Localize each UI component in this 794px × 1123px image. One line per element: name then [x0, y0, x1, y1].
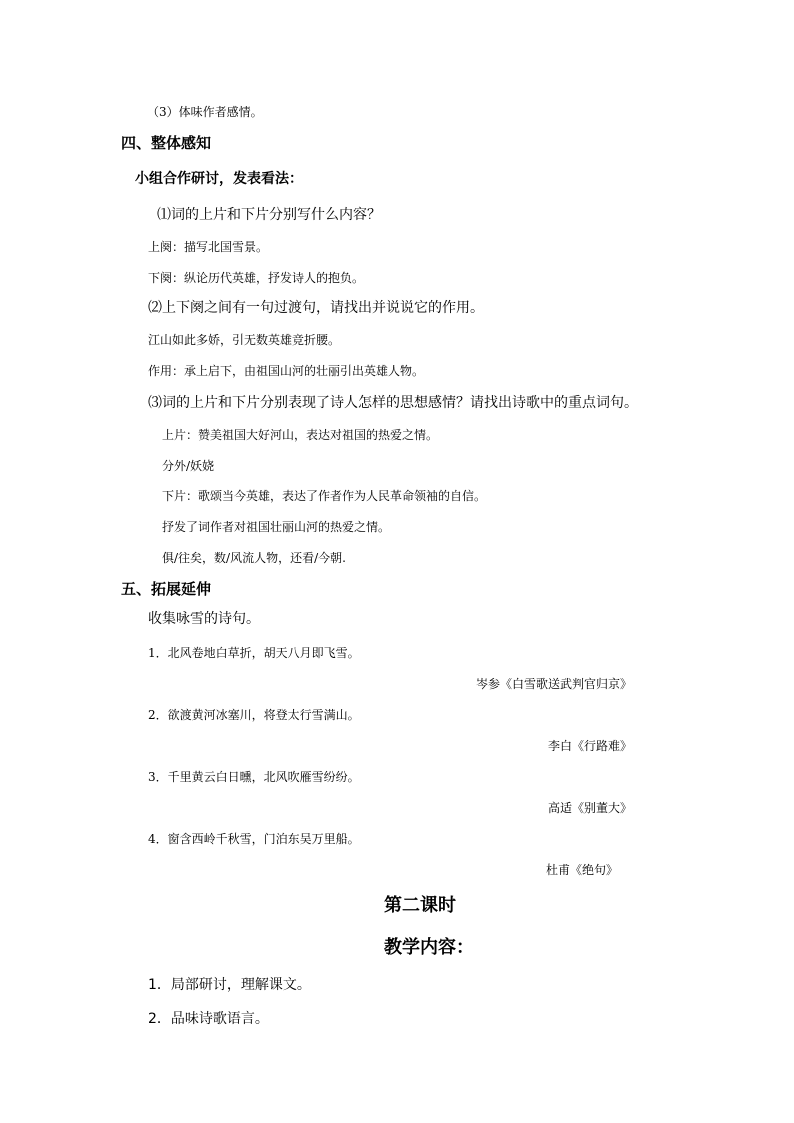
section-heading-extension: 五、拓展延伸 [121, 580, 212, 598]
extension-intro: 收集咏雪的诗句。 [148, 611, 260, 627]
answer-1-upper: 上阕：描写北国雪景。 [148, 240, 269, 254]
poem-text: 窗含西岭千秋雪，门泊东吴万里船。 [167, 832, 360, 846]
section-heading-overall: 四、整体感知 [121, 134, 212, 152]
poem-source: 高适《别董大》 [547, 801, 632, 815]
question-1: ⑴词的上片和下片分别写什么内容？ [157, 207, 381, 223]
poem-text: 北风卷地白草折，胡天八月即飞雪。 [167, 646, 360, 660]
poem-item [148, 647, 360, 659]
poem-item [148, 709, 360, 721]
content-number: 2． [148, 1011, 171, 1027]
poem-source: 李白《行路难》 [547, 739, 632, 753]
poem-number: 2． [148, 708, 168, 722]
question-3: ⑶词的上片和下片分别表现了诗人怎样的思想感情？请找出诗歌中的重点词句。 [148, 395, 638, 411]
content-number: 1． [148, 977, 171, 993]
group-discussion-label: 小组合作研讨，发表看法： [135, 171, 303, 187]
answer-3-lower-keywords: 俱/往矣，数/风流人物，还看/今朝. [162, 551, 346, 565]
content-item [148, 978, 311, 992]
poem-item [148, 833, 360, 845]
content-item [148, 1012, 269, 1026]
question-2: ⑵上下阕之间有一句过渡句，请找出并说说它的作用。 [148, 300, 484, 316]
objective-item-3: （3）体味作者感情。 [147, 105, 263, 119]
answer-3-lower: 下片：歌颂当今英雄，表达了作者作为人民革命领袖的自信。 [162, 489, 487, 503]
answer-1-lower: 下阕：纵论历代英雄，抒发诗人的抱负。 [148, 271, 365, 285]
content-text: 品味诗歌语言。 [170, 1011, 269, 1027]
answer-3-upper-keywords: 分外/妖娆 [162, 459, 215, 473]
poem-text: 欲渡黄河冰塞川，将登太行雪满山。 [167, 708, 360, 722]
poem-item [148, 771, 360, 783]
poem-source: 杜甫《绝句》 [545, 863, 618, 877]
transition-line: 江山如此多娇，引无数英雄竞折腰。 [148, 333, 341, 347]
lesson-subtitle: 教学内容： [384, 937, 474, 958]
poem-text: 千里黄云白日曛，北风吹雁雪纷纷。 [167, 770, 360, 784]
transition-role: 作用：承上启下，由祖国山河的壮丽引出英雄人物。 [148, 364, 425, 378]
lesson-title: 第二课时 [384, 895, 456, 916]
answer-3-lower-emotion: 抒发了词作者对祖国壮丽山河的热爱之情。 [162, 520, 391, 534]
poem-source: 岑参《白雪歌送武判官归京》 [475, 677, 632, 691]
answer-3-upper: 上片：赞美祖国大好河山，表达对祖国的热爱之情。 [162, 428, 439, 442]
content-text: 局部研讨，理解课文。 [170, 977, 311, 993]
poem-number: 1． [148, 646, 168, 660]
poem-number: 4． [148, 832, 168, 846]
poem-number: 3． [148, 770, 168, 784]
